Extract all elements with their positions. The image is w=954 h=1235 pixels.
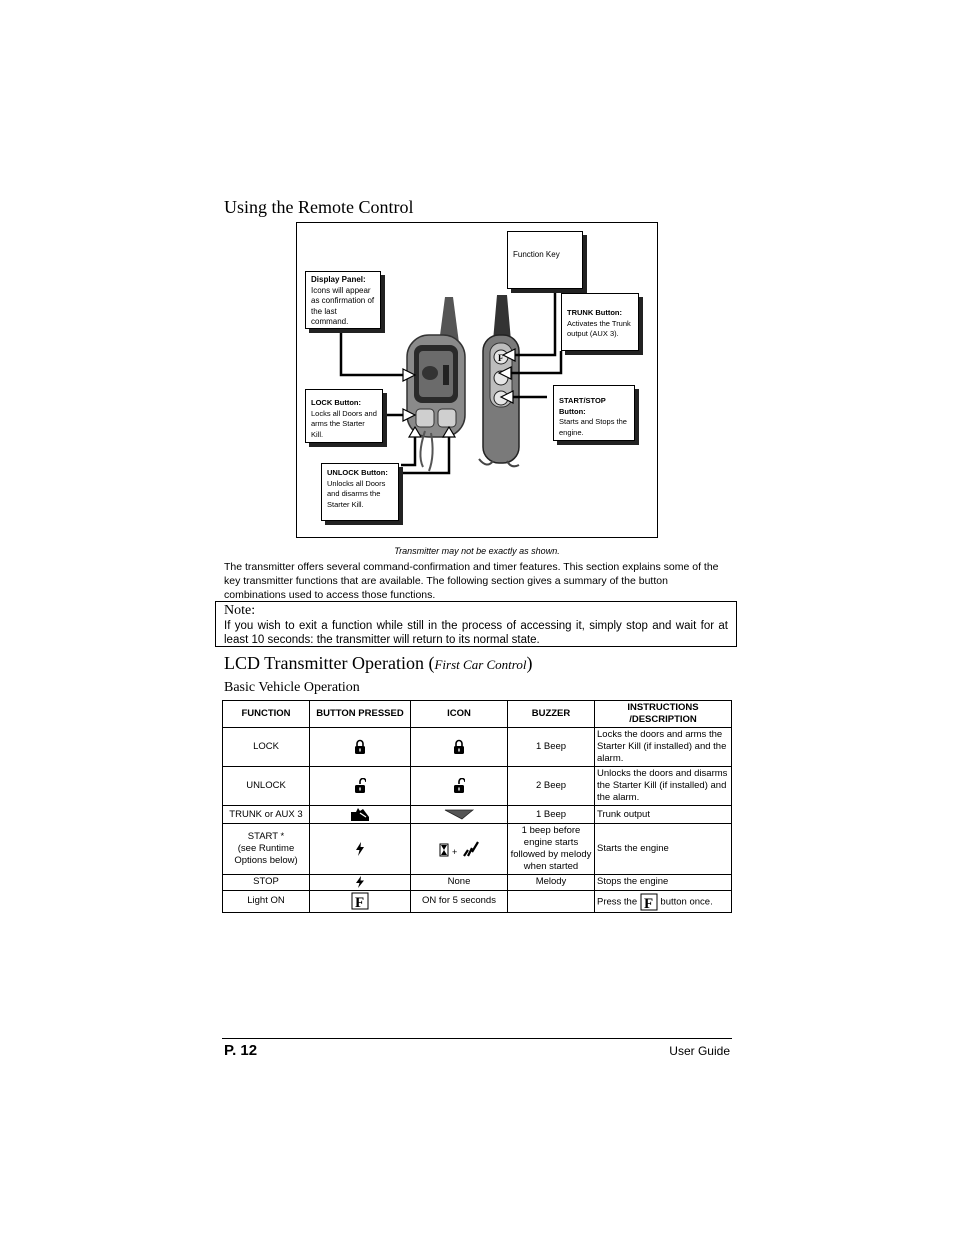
callout-unlock-button (321, 463, 399, 521)
cell-description: Stops the engine (595, 875, 732, 891)
desc-prefix: Press the (597, 896, 638, 908)
trunk-lid-icon (444, 808, 474, 820)
table-header-row (223, 701, 732, 728)
cell-buzzer: 1 Beep (508, 806, 595, 824)
lightning-icon (355, 842, 365, 856)
page-number: P. 12 (224, 1042, 258, 1059)
callout-title: UNLOCK Button: (327, 468, 388, 477)
subsection-title: Basic Vehicle Operation (224, 680, 360, 695)
cell-button (310, 824, 411, 875)
cell-icon (411, 728, 508, 767)
cell-buzzer: 1 Beep (508, 728, 595, 767)
col-header-description: INSTRUCTIONS /DESCRIPTION (595, 701, 732, 728)
callout-body: Activates the Trunk output (AUX 3). (567, 318, 631, 338)
cell-button (310, 890, 411, 912)
callout-title: TRUNK Button: (567, 308, 622, 317)
col-header-button: BUTTON PRESSED (310, 701, 411, 728)
svg-text:+: + (452, 847, 458, 857)
cell-description: Starts the engine (595, 824, 732, 875)
callout-trunk-button (561, 293, 639, 351)
cell-button (310, 806, 411, 824)
svg-text:F: F (498, 353, 504, 363)
lightning-icon (355, 876, 365, 888)
hourglass-plus-start-icon (438, 840, 480, 858)
cell-description (595, 890, 732, 912)
table-row (223, 806, 732, 824)
function-line: Options below) (234, 855, 298, 866)
col-header-function: FUNCTION (223, 701, 310, 728)
callout-function-key (507, 231, 583, 289)
cell-icon (411, 767, 508, 806)
remote-control-figure (296, 222, 658, 538)
note-body: If you wish to exit a function while still in the process of accessing it, simply stop and wait for at least 10 seconds: the transmitter will return to its normal state. (224, 620, 728, 646)
side-remote-drawing (479, 295, 519, 466)
svg-text:F: F (355, 895, 365, 911)
cell-icon (411, 806, 508, 824)
cell-buzzer (508, 890, 595, 912)
intro-paragraph: The transmitter offers several command-confirmation and timer features. This section explains some of the key transmitter functions that are available. The following section gives a summary of the button combinations used to access those functions. (224, 561, 719, 601)
function-line: START * (247, 831, 285, 842)
trunk-icon (350, 807, 370, 822)
lock-closed-icon (453, 739, 465, 755)
desc-suffix: button once. (660, 896, 713, 908)
function-line: (see Runtime (237, 843, 295, 854)
cell-function: UNLOCK (223, 767, 310, 806)
note-title: Note: (224, 603, 256, 618)
table-row (223, 890, 732, 912)
table-row (223, 875, 732, 891)
col-header-icon: ICON (411, 701, 508, 728)
cell-description: Trunk output (595, 806, 732, 824)
callout-start-stop-button (553, 385, 635, 441)
callout-title: Function Key (513, 250, 560, 259)
cell-function: TRUNK or AUX 3 (223, 806, 310, 824)
cell-icon: None (411, 875, 508, 891)
lock-closed-icon (354, 739, 366, 755)
table-row (223, 824, 732, 875)
cell-buzzer: 1 beep before engine starts followed by melody when started (508, 824, 595, 875)
section-title-lcd-operation (224, 653, 532, 674)
callout-body: Icons will appear as confirmation of the last command. (311, 285, 375, 326)
section-title-text: LCD Transmitter Operation ( (224, 653, 435, 673)
footer-guide-label: User Guide (669, 1044, 730, 1058)
callout-body: Unlocks all Doors and disarms the Starter Kill. (327, 478, 386, 509)
cell-button (310, 767, 411, 806)
callout-title: LOCK Button: (311, 398, 361, 407)
f-key-icon (351, 892, 369, 910)
cell-function: Light ON (223, 890, 310, 912)
cell-button (310, 728, 411, 767)
svg-text:F: F (643, 895, 653, 911)
section-title-remote-control: Using the Remote Control (224, 197, 414, 217)
operations-table (222, 700, 732, 913)
callout-lock-button (305, 389, 383, 443)
cell-description: Locks the doors and arms the Starter Kill (if installed) and the alarm. (595, 728, 732, 767)
section-title-close: ) (526, 653, 533, 673)
cell-description: Unlocks the doors and disarms the Starter Kill (if installed) and the alarm. (595, 767, 732, 806)
section-title-italic: First Car Control (434, 657, 527, 672)
lock-open-icon (453, 778, 465, 794)
figure-caption: Transmitter may not be exactly as shown. (394, 546, 560, 556)
cell-button (310, 875, 411, 891)
cell-buzzer: Melody (508, 875, 595, 891)
note-box (215, 601, 737, 647)
callout-body: Starts and Stops the engine. (559, 417, 627, 437)
cell-icon: ON for 5 seconds (411, 890, 508, 912)
cell-function: STOP (223, 875, 310, 891)
f-key-icon (640, 893, 658, 911)
col-header-buzzer: BUZZER (508, 701, 595, 728)
cell-buzzer: 2 Beep (508, 767, 595, 806)
footer-rule (222, 1038, 732, 1039)
lock-open-icon (354, 778, 366, 794)
table-row (223, 728, 732, 767)
cell-icon (411, 824, 508, 875)
cell-function (223, 824, 310, 875)
cell-function: LOCK (223, 728, 310, 767)
callout-title: Display Panel: (311, 275, 366, 284)
callout-title: START/STOP Button: (559, 396, 606, 416)
table-row (223, 767, 732, 806)
callout-body: Locks all Doors and arms the Starter Kill. (311, 408, 377, 439)
callout-display-panel (305, 271, 381, 329)
